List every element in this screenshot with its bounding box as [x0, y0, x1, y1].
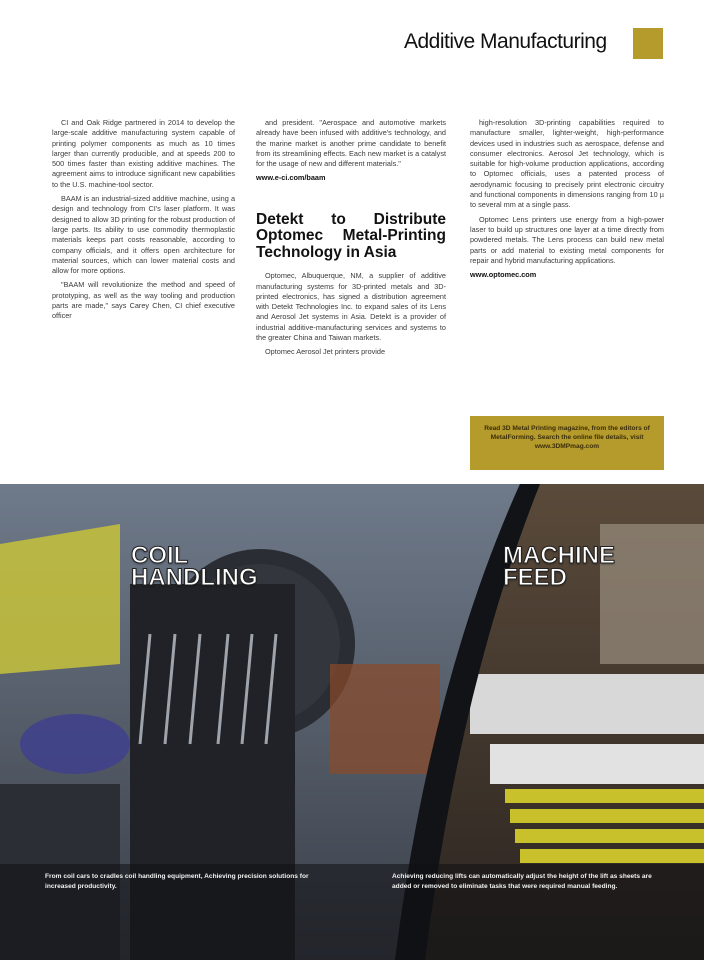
article-url[interactable]: www.optomec.com	[470, 270, 537, 280]
paragraph: Optomec Lens printers use energy from a high-power laser to build up structures one layer at a time directly from powdered metals. The Lens process can build new metal parts or add material to existing metal components for repair and hybrid manufacturing applications.	[470, 214, 664, 265]
article-column-2	[256, 118, 446, 362]
paragraph: CI and Oak Ridge partnered in 2014 to develop the large-scale additive manufacturing system capable of printing polymer components as much as 10 times larger than currently producible, and at speeds 200 to 500 times faster than existing additive machines. The agreement aims to introduce significant new capabilities to the U.S. machine-tool sector.	[52, 118, 235, 189]
coil-handling-heading	[131, 542, 258, 591]
paragraph: Optomec Aerosol Jet printers provide	[265, 347, 386, 357]
ad-caption-left: From coil cars to cradles coil handling equipment, Achieving precision solutions for increased productivity.	[45, 873, 309, 890]
heading-line: FEED	[503, 564, 568, 591]
heading-line: MACHINE	[503, 542, 615, 569]
heading-line: HANDLING	[131, 564, 258, 591]
magazine-callout-box: Read 3D Metal Printing magazine, from the editors of MetalForming. Search the online file details, visit www.3DMPmag.com	[470, 416, 664, 470]
ad-caption-right: Achieving reducing lifts can automatically adjust the height of the lift as sheets are added or removed to eliminate tasks that were required manual feeding.	[392, 873, 652, 890]
yellow-machine	[0, 524, 120, 674]
paragraph: and president. "Aerospace and automotive markets already have been infused with additive's technology, and the marine market is another prime candidate to benefit from its streamlining effects. Each new market is a catalyst for the usage of new and different materials."	[256, 118, 446, 169]
article-url[interactable]: www.e-ci.com/baam	[256, 173, 326, 183]
paragraph: Optomec, Albuquerque, NM, a supplier of additive manufacturing systems for 3D-printed metals and 3D-printed electronics, has signed a distribution agreement with Detekt Technologies Inc. to expand sales of its Lens and Aerosol Jet systems in Asia. Detekt is a provider of industrial additive-manufacturing services and systems to the greater China and Taiwan markets.	[256, 271, 446, 343]
article-column-3	[470, 118, 664, 286]
sheet-stack	[470, 674, 704, 734]
paragraph: "BAAM will revolutionize the method and speed of prototyping, as well as the way tooling and production parts are made," says Carey Chen, CI chief executive officer	[52, 280, 235, 321]
section-title: Additive Manufacturing	[404, 30, 607, 53]
article-column-1	[52, 118, 235, 326]
article-headline: Detekt to Distribute Optomec Metal-Printing Technology in Asia	[256, 210, 446, 261]
section-color-block	[633, 28, 663, 59]
machine-feed-heading	[503, 542, 615, 591]
paragraph: high-resolution 3D-printing capabilities required to manufacture smaller, lighter-weight, high-performance devices used in industries such as aerospace, defense and consumer electronics. Aerosol Jet technology, which is suitable for high-volume production applications, according to Optomec officials, uses a patented process of aerodynamic focusing to precisely print electronic circuitry and functional components in dimensions ranging from 10 µ to several mm at a single pass.	[470, 118, 664, 210]
heading-line: COIL	[131, 542, 189, 569]
paragraph: BAAM is an industrial-sized additive machine, using a design and technology from CI's laser platform. It was designed to allow 3D printing for the robust production of large parts. Its ability to use commodity thermoplastic materials keeps part costs reasonable, according to company officials, and it offers open architecture for material sources, which can lower material costs and allow for more options.	[52, 194, 235, 276]
